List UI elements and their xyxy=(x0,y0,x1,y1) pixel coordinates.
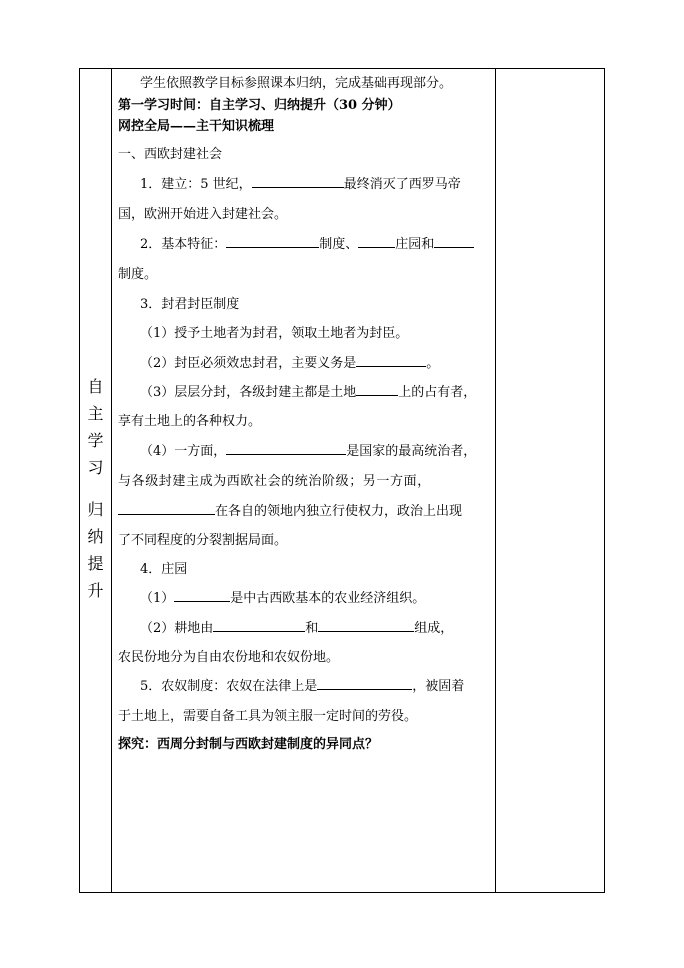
fill-blank[interactable] xyxy=(356,383,398,396)
text-line: 与各级封建主成为西欧社会的统治阶级；另一方面， xyxy=(118,474,431,489)
intro-line: 学生依照教学目标参照课本归纳，完成基础再现部分。 xyxy=(140,76,453,91)
text-segment: 是国家的最高统治者， xyxy=(346,444,477,459)
text-segment: 是中古西欧基本的农业经济组织。 xyxy=(230,591,426,606)
item-establish xyxy=(140,173,461,192)
item-heading: 3．封君封臣制度 xyxy=(140,297,240,312)
text-segment: 。 xyxy=(426,356,440,371)
text-line: 于土地上，需要自备工具为领主服一定时间的劳役。 xyxy=(118,709,418,724)
item-heading: 4．庄园 xyxy=(140,562,188,577)
text-segment: （2）封臣必须效忠封君，主要义务是 xyxy=(140,356,357,371)
column-divider xyxy=(111,69,112,892)
item-lords xyxy=(118,500,462,519)
fill-blank[interactable] xyxy=(356,354,426,367)
study-time-heading: 第一学习时间：自主学习、归纳提升（30 分钟） xyxy=(118,98,401,113)
item-serfdom xyxy=(140,675,464,694)
text-segment: 制度、 xyxy=(319,237,359,252)
text-segment: 在各自的领地内独立行使权力，政治上出现 xyxy=(215,504,463,519)
item-farmland xyxy=(140,617,453,636)
text-line: （1）授予土地者为封君，领取土地者为封臣。 xyxy=(140,326,409,341)
text-segment: （1） xyxy=(140,591,175,606)
text-line: 了不同程度的分裂割据局面。 xyxy=(118,533,288,548)
item-manor xyxy=(140,587,425,606)
fill-blank[interactable] xyxy=(318,619,414,632)
text-segment: 最终消灭了西罗马帝 xyxy=(343,177,461,192)
text-segment: 1．建立：5 世纪， xyxy=(140,177,252,192)
section-label-top: 自 主 学 习 xyxy=(87,377,104,477)
section-heading: 一、西欧封建社会 xyxy=(118,147,223,162)
notes-cell xyxy=(496,69,604,892)
text-line: 制度。 xyxy=(118,267,158,282)
text-segment: 和 xyxy=(305,621,319,636)
item-features xyxy=(140,233,474,252)
text-segment: 2．基本特征： xyxy=(140,237,227,252)
fill-blank[interactable] xyxy=(252,175,344,188)
item-ruler xyxy=(140,440,476,459)
text-segment: 5．农奴制度：农奴在法律上是 xyxy=(140,679,318,694)
text-segment: （4）一方面， xyxy=(140,444,227,459)
inquiry-question: 探究：西周分封制与西欧封建制度的异同点？ xyxy=(118,737,379,752)
text-segment: 上的占有者， xyxy=(398,385,477,400)
worksheet-table xyxy=(79,68,605,893)
text-segment: 组成， xyxy=(414,621,454,636)
fill-blank[interactable] xyxy=(317,677,412,690)
item-layered xyxy=(140,381,476,400)
fill-blank[interactable] xyxy=(358,235,395,248)
knowledge-heading: 网控全局——主干知识梳理 xyxy=(118,119,275,134)
fill-blank[interactable] xyxy=(226,235,319,248)
fill-blank[interactable] xyxy=(213,619,305,632)
fill-blank[interactable] xyxy=(118,502,215,515)
section-label-cell xyxy=(80,69,111,892)
text-segment: 庄园和 xyxy=(395,237,435,252)
text-segment: ，被固着 xyxy=(412,679,465,694)
fill-blank[interactable] xyxy=(434,235,474,248)
fill-blank[interactable] xyxy=(174,589,230,602)
section-label-bottom: 归 纳 提 升 xyxy=(87,500,104,600)
text-line: 国，欧洲开始进入封建社会。 xyxy=(118,207,288,222)
text-segment: （2）耕地由 xyxy=(140,621,214,636)
text-line: 享有土地上的各种权力。 xyxy=(118,414,262,429)
text-line: 农民份地分为自由农份地和农奴份地。 xyxy=(118,650,340,665)
item-duty xyxy=(140,352,439,371)
text-segment: （3）层层分封，各级封建主都是土地 xyxy=(140,385,357,400)
fill-blank[interactable] xyxy=(226,442,346,455)
